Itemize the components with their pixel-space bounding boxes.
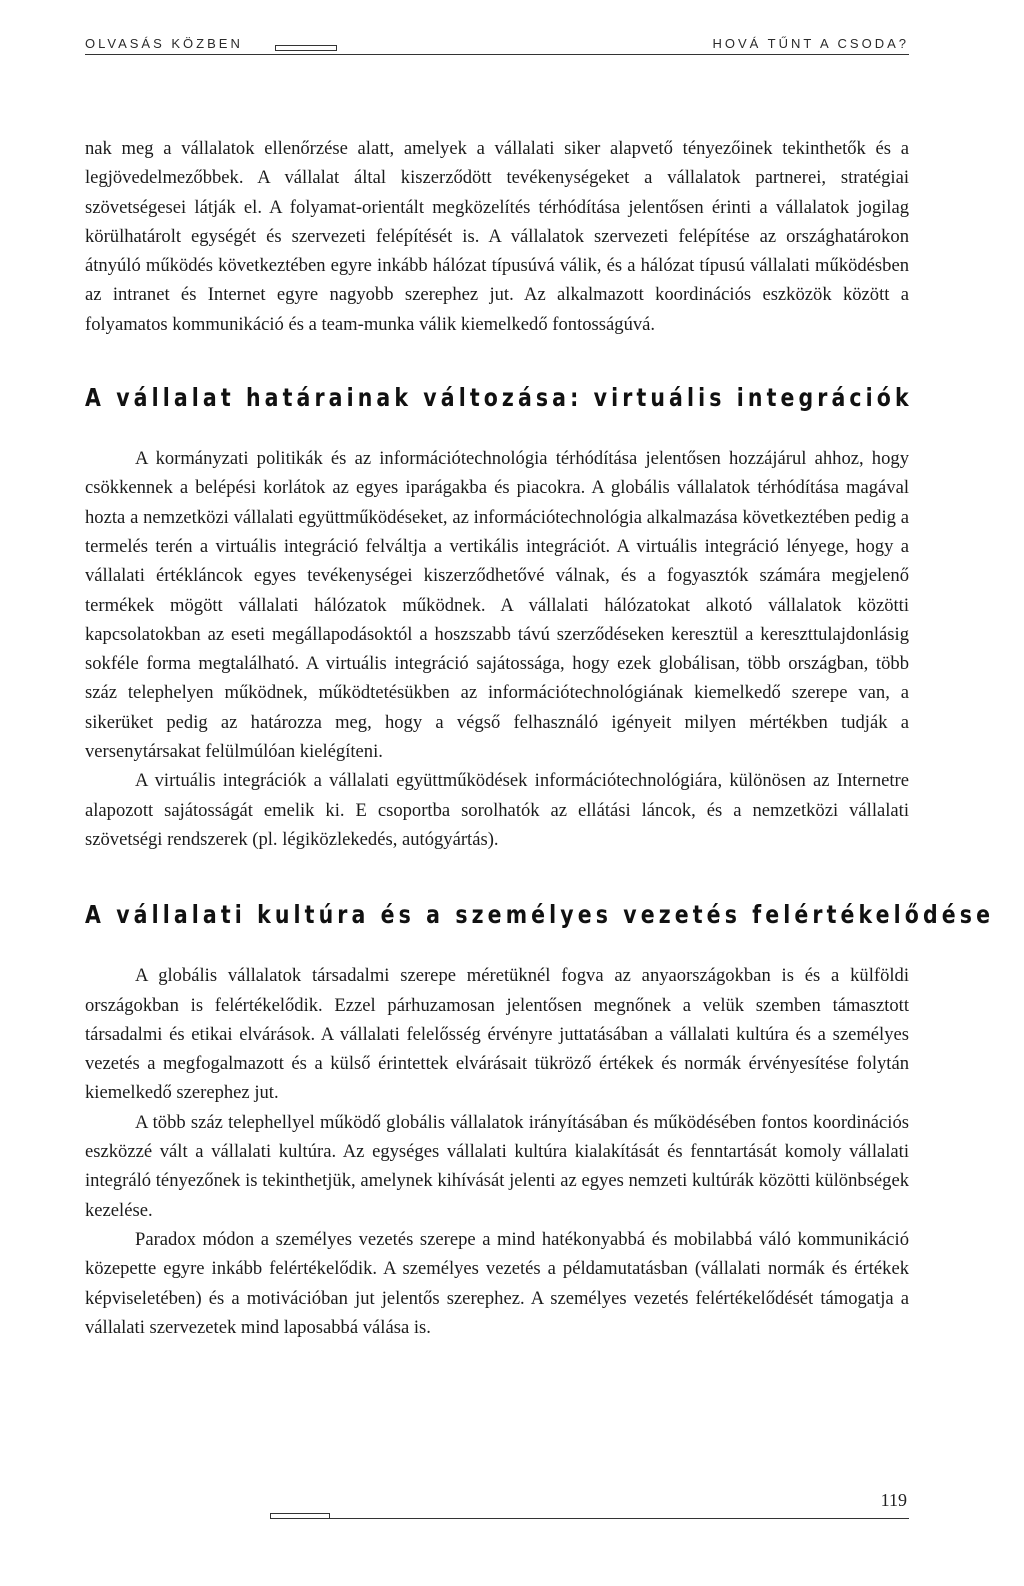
section1-paragraph-1: A kormányzati politikák és az információtechnológia térhódítása jelentősen hozzájárul ahhoz, hogy csökkennek a belépési korlátok az egyes iparágakba és piacokra. A globális vállalatok térhódítása magával hozta a nemzetközi vállalati együttműködéseket, az információtechnológia alkalmazása következtében pedig a termelés terén a virtuális integráció felváltja a vertikális integrációt. A virtuális integráció lényege, hogy a vállalati értékláncok egyes tevékenységei kiszerződhetővé válnak, és a fogyasztók számára megjelenő termékek mögött vállalati hálózatok működnek. A vállalati hálózatokat alkotó vállalatok közötti kapcsolatokban az eseti megállapodásoktól a hoszszabb távú szerződéseken keresztül a kereszttulajdonlásig sokféle forma megtalálható. A virtuális integráció sajátossága, hogy ezek globálisan, több országban, több száz telephelyen működnek, működtetésükben az információtechnológiának kiemelkedő szerepe van, a sikerüket pedig az határozza meg, hogy a végső felhasználó igényeit milyen mértékben tudják a versenytársakat felülmúlóan kielégíteni. — [85, 448, 909, 763]
header-right-title: HOVÁ TŰNT A CSODA? — [712, 36, 909, 51]
section1-heading-wrap — [85, 383, 913, 413]
page-footer — [270, 1490, 909, 1530]
section1-heading: A vállalat határainak változása: virtuális integrációk — [85, 383, 913, 413]
section1-paragraph-2: A virtuális integrációk a vállalati együttműködések információtechnológiára, különösen az Internetre alapozott sajátosságát emelik ki. E csoportba sorolhatók az ellátási láncok, és a nemzetközi vállalati szövetségi rendszerek (pl. légiközlekedés, autógyártás). — [85, 770, 909, 850]
running-header — [85, 36, 909, 60]
intro-paragraph: nak meg a vállalatok ellenőrzése alatt, amelyek a vállalati siker alapvető tényezőinek tekinthetők és a legjövedelmezőbbek. A vállalat által kiszerződött tevékenységeket a vállalatok partnerei, stratégiai szövetségesei látják el. A folyamat-orientált megközelítés térhódítása jelentősen érinti a vállalatok jogilag körülhatárolt egységét és szervezeti felépítését is. A vállalatok szervezeti felépítése az országhatárokon átnyúló működés következtében egyre inkább hálózat típusúvá válik, és a hálózat típusú vállalati működésben az intranet és Internet egyre nagyobb szerephez jut. Az alkalmazott koordinációs eszközök között a folyamatos kommunikáció és a team-munka válik kiemelkedő fontosságúvá. — [85, 138, 909, 335]
section2-heading-wrap — [85, 900, 995, 930]
section2-paragraph-3: Paradox módon a személyes vezetés szerepe a mind hatékonyabbá és mobilabbá váló kommunikáció közepette egyre inkább felértékelődik. A személyes vezetés a példamutatásban (vállalati normák és értékek képviseletében) és a motivációban jut jelentős szerephez. A személyes vezetés felértékelődését támogatja a vállalati szervezetek mind laposabbá válása is. — [85, 1228, 909, 1338]
page-number: 119 — [880, 1490, 907, 1510]
page-content — [85, 134, 995, 1342]
footer-rule — [270, 1518, 909, 1519]
header-ornament-bar — [275, 45, 337, 51]
section2-paragraph-1: A globális vállalatok társadalmi szerepe méretüknél fogva az anyaországokban is és a külföldi országokban is felértékelődik. Ezzel párhuzamosan jelentősen megnőnek a velük szemben támasztott társadalmi és etikai elvárások. A vállalati felelősség érvényre juttatásában a vállalati kultúra és a személyes vezetés a megfogalmazott és a külső érintettek elvárásait tükröző értékek és normák érvényesítése folytán kiemelkedő szerephez jut. — [85, 965, 909, 1104]
header-left-title: OLVASÁS KÖZBEN — [85, 36, 243, 51]
section2-heading: A vállalati kultúra és a személyes vezetés felértékelődése — [85, 900, 995, 930]
section2-paragraph-2: A több száz telephellyel működő globális vállalatok irányításában és működésében fontos koordinációs eszközzé vált a vállalati kultúra. Az egységes vállalati kultúra kialakítását és fenntartását komoly vállalati integráló tényezőnek is tekinthetjük, amelynek kihívását jelenti az egyes nemzeti kultúrák közötti különbségek kezelése. — [85, 1111, 909, 1221]
header-rule — [85, 54, 909, 55]
